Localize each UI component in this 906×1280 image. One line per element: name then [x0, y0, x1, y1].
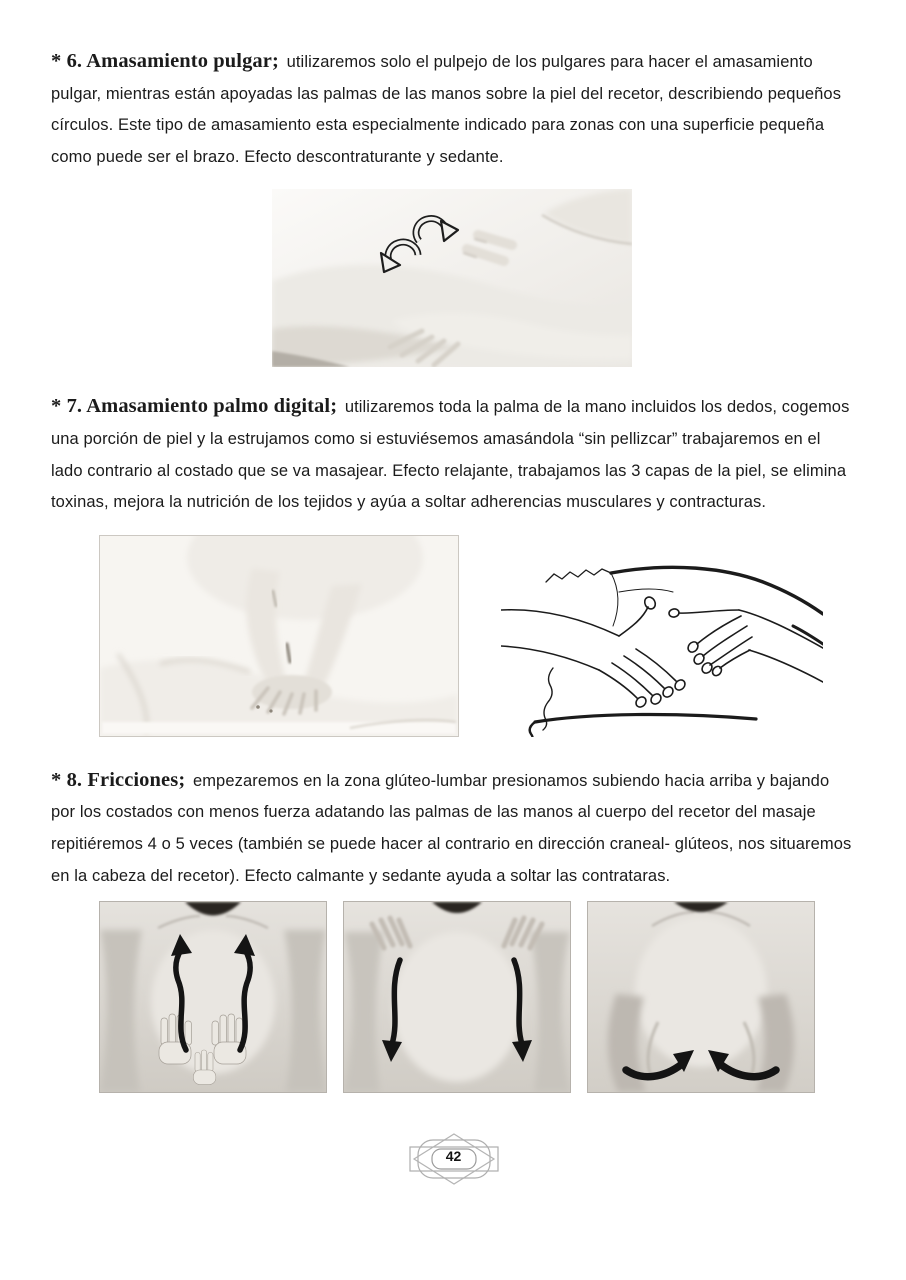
page-number-ornament: [406, 1133, 502, 1185]
figure-frictions-step-2: [343, 901, 571, 1093]
frictions-step-3-illustration: [588, 902, 814, 1092]
section-7-paragraph: [51, 391, 856, 518]
section-7-title: * 7. Amasamiento palmo digital;: [51, 395, 338, 418]
section-8-body: empezaremos en la zona glúteo-lumbar presionamos subiendo hacia arriba y bajando por los costados con menos fuerza adatando las palmas de las manos al cuerpo del recetor del masaje repitiéremos 4 o 5 veces (también se puede hacer al contrario en dirección craneal- glúteos, nos situaremos en la cabeza del recetor). Efecto calmante y sedante ayuda a soltar las contrataras.: [51, 771, 852, 885]
figure-frictions-step-1: [99, 901, 327, 1093]
figures-row-frictions: [99, 901, 856, 1093]
palm-digital-drawing-illustration: [501, 552, 823, 737]
frictions-step-1-illustration: [100, 902, 326, 1092]
thumb-kneading-illustration: [272, 189, 632, 367]
palm-digital-photo-illustration: [100, 536, 458, 736]
drawing-background: [501, 552, 823, 737]
figures-row-palm-digital: [99, 535, 856, 737]
page-number: 42: [445, 1148, 462, 1165]
section-6-body: utilizaremos solo el pulpejo de los pulgares para hacer el amasamiento pulgar, mientras están apoyadas las palmas de las manos sobre la piel del recetor, describiendo pequeños círculos. Este tipo de amasamiento esta especialmente indicado para zonas con una superficie pequeña como puede ser el brazo. Efecto descontraturante y sedante.: [51, 53, 842, 166]
figure-thumb-kneading: [272, 189, 632, 367]
figure-palm-digital-photo: [99, 535, 459, 737]
frictions-step-2-illustration: [344, 902, 570, 1092]
section-8-paragraph: [51, 765, 856, 892]
figure-palm-digital-drawing: [501, 552, 823, 737]
section-8-title: * 8. Fricciones;: [51, 768, 186, 791]
section-7-body: utilizaremos toda la palma de la mano incluidos los dedos, cogemos una porción de piel y la estrujamos como si estuviésemos amasándola “sin pellizcar” trabajaremos en el lado contrario al costado que se va masajear. Efecto relajante, trabajamos las 3 capas de la piel, se elimina toxinas, mejora la nutrición de los tejidos y ayúa a soltar adherencias musculares y contracturas.: [51, 398, 850, 512]
section-6-title: * 6. Amasamiento pulgar;: [51, 50, 279, 72]
section-6-paragraph: [51, 46, 856, 173]
figure-frictions-step-3: [587, 901, 815, 1093]
